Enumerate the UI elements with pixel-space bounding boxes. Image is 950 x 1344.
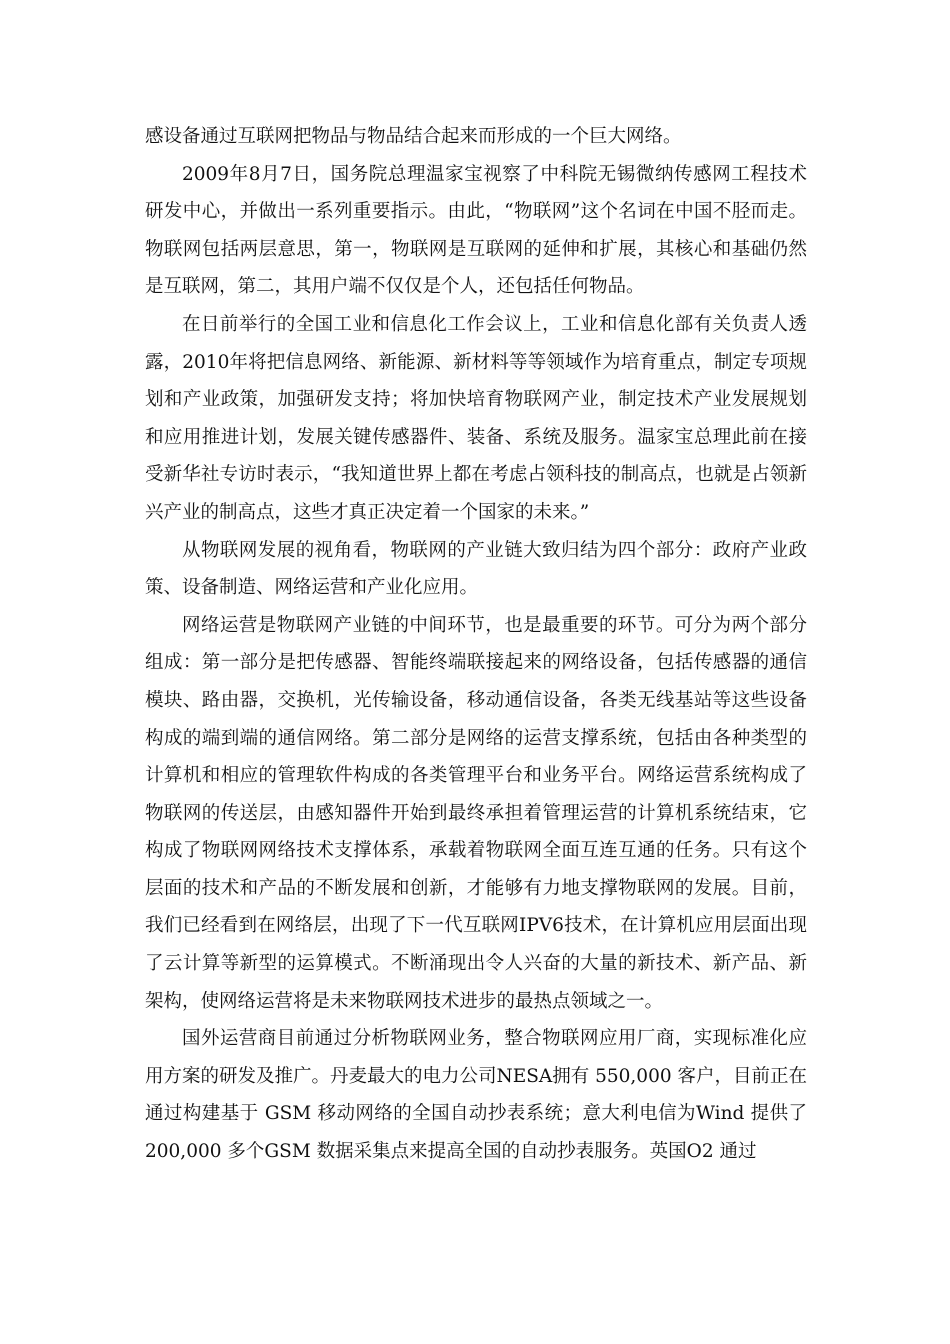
paragraph-4: 从物联网发展的视角看，物联网的产业链大致归结为四个部分：政府产业政策、设备制造、网络运营和产业化应用。 (145, 539, 807, 599)
paragraph-6: 国外运营商目前通过分析物联网业务，整合物联网应用厂商，实现标准化应用方案的研发及推广。丹麦最大的电力公司NESA拥有 550,000 客户，目前正在通过构建基于 GSM 移动网络的全国自动抄表系统；意大利电信为Wind 提供了 200,000 多个GSM 数据采集点来提高全国的自动抄表服务。英国O2 通过 (145, 1028, 807, 1163)
paragraph-2: 2009年8月7日，国务院总理温家宝视察了中科院无锡微纳传感网工程技术研发中心，并做出一系列重要指示。由此，“物联网”这个名词在中国不胫而走。物联网包括两层意思，第一，物联网是互联网的延伸和扩展，其核心和基础仍然是互联网，第二，其用户端不仅仅是个人，还包括任何物品。 (145, 163, 807, 298)
paragraph-5: 网络运营是物联网产业链的中间环节，也是最重要的环节。可分为两个部分组成：第一部分是把传感器、智能终端联接起来的网络设备，包括传感器的通信模块、路由器，交换机，光传输设备，移动通信设备，各类无线基站等这些设备构成的端到端的通信网络。第二部分是网络的运营支撑系统，包括由各种类型的计算机和相应的管理软件构成的各类管理平台和业务平台。网络运营系统构成了物联网的传送层，由感知器件开始到最终承担着管理运营的计算机系统结束，它构成了物联网网络技术支撑体系，承载着物联网全面互连互通的任务。只有这个层面的技术和产品的不断发展和创新，才能够有力地支撑物联网的发展。目前，我们已经看到在网络层，出现了下一代互联网IPV6技术，在计算机应用层面出现了云计算等新型的运算模式。不断涌现出令人兴奋的大量的新技术、新产品、新架构，使网络运营将是未来物联网技术进步的最热点领域之一。 (145, 614, 807, 1012)
document-page (145, 118, 807, 1171)
paragraph-3: 在日前举行的全国工业和信息化工作会议上，工业和信息化部有关负责人透露，2010年将把信息网络、新能源、新材料等等领域作为培育重点，制定专项规划和产业政策，加强研发支持；将加快培育物联网产业，制定技术产业发展规划和应用推进计划，发展关键传感器件、装备、系统及服务。温家宝总理此前在接受新华社专访时表示，“我知道世界上都在考虑占领科技的制高点，也就是占领新兴产业的制高点，这些才真正决定着一个国家的未来。” (145, 313, 807, 523)
paragraph-1: 感设备通过互联网把物品与物品结合起来而形成的一个巨大网络。 (145, 126, 682, 147)
